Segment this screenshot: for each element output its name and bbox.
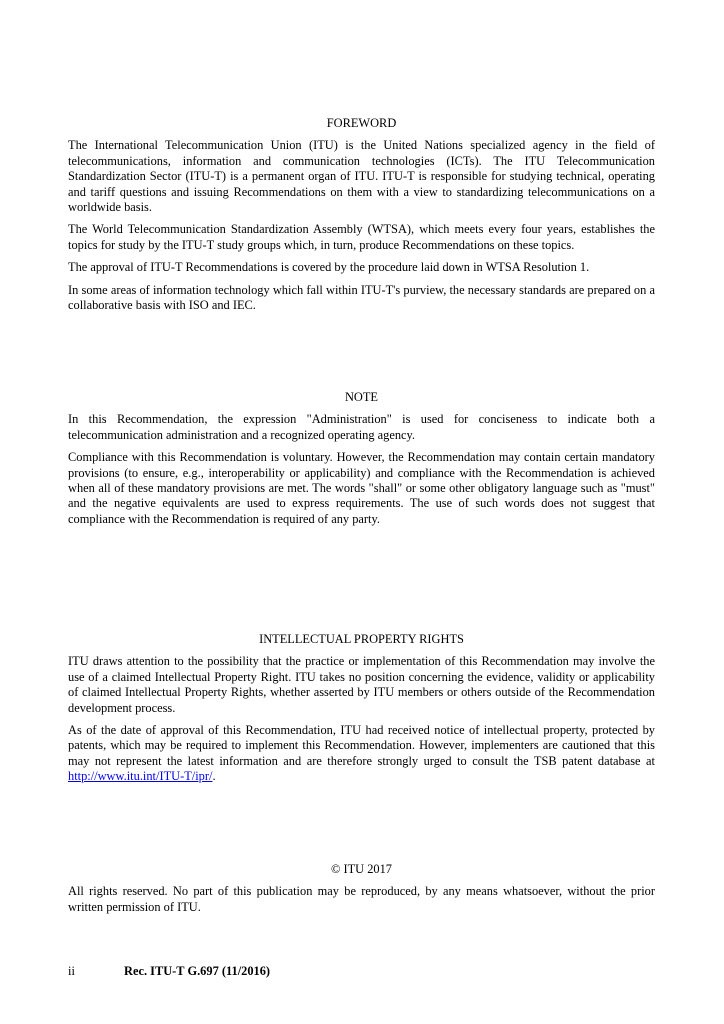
page-footer	[68, 964, 270, 979]
ipr-paragraph-1: ITU draws attention to the possibility that the practice or implementation of this Recommendation may involve the use of a claimed Intellectual Property Right. ITU takes no position concerning the evidence, validity or applicability of claimed Intellectual Property Rights, whether asserted by ITU members or others outside of the Recommendation development process.	[68, 654, 655, 715]
ipr-paragraph-2-end: .	[212, 769, 216, 784]
copyright-heading: © ITU 2017	[330, 862, 393, 876]
tsb-patent-database-link[interactable]: http://www.itu.int/ITU-T/ipr/	[68, 769, 213, 784]
foreword-paragraph-4: In some areas of information technology which fall within ITU-T's purview, the necessary standards are prepared on a collaborative basis with ISO and IEC.	[68, 282, 655, 313]
copyright-section	[68, 862, 655, 922]
copyright-paragraph: All rights reserved. No part of this publication may be reproduced, by any means whatsoever, without the prior written permission of ITU.	[68, 884, 655, 914]
foreword-paragraph-3: The approval of ITU-T Recommendations is covered by the procedure laid down in WTSA Resolution 1.	[68, 260, 590, 275]
ipr-heading: INTELLECTUAL PROPERTY RIGHTS	[259, 632, 464, 646]
ipr-section	[68, 632, 655, 792]
ipr-paragraph-2-text: As of the date of approval of this Recommendation, ITU had received notice of intellectual property, protected by patents, which may be required to implement this Recommendation. However, implementers are cautioned that this may not represent the latest information and are therefore strongly urged to consult the TSB patent database at	[68, 723, 655, 768]
page-number: ii	[68, 964, 75, 978]
ipr-paragraph-2	[68, 723, 655, 785]
recommendation-reference: Rec. ITU-T G.697 (11/2016)	[124, 964, 271, 978]
foreword-paragraph-1: The International Telecommunication Union (ITU) is the United Nations specialized agency in the field of telecommunications, information and communication technologies (ICTs). The ITU Telecommunication Standardization Sector (ITU-T) is a permanent organ of ITU. ITU-T is responsible for studying technical, operating and tariff questions and issuing Recommendations on them with a view to standardizing telecommunications on a worldwide basis.	[68, 138, 655, 215]
foreword-section	[68, 116, 655, 320]
foreword-heading: FOREWORD	[326, 116, 397, 130]
note-section	[68, 390, 655, 534]
foreword-paragraph-2: The World Telecommunication Standardization Assembly (WTSA), which meets every four years, establishes the topics for study by the ITU-T study groups which, in turn, produce Recommendations on these topics.	[68, 222, 655, 252]
note-heading: NOTE	[344, 390, 379, 404]
note-paragraph-2: Compliance with this Recommendation is voluntary. However, the Recommendation may contain certain mandatory provisions (to ensure, e.g., interoperability or applicability) and compliance with the Recommendation is achieved when all of these mandatory provisions are met. The words "shall" or some other obligatory language such as "must" and the negative equivalents are used to express requirements. The use of such words does not suggest that compliance with the Recommendation is required of any party.	[68, 450, 655, 526]
note-paragraph-1: In this Recommendation, the expression "Administration" is used for conciseness to indicate both a telecommunication administration and a recognized operating agency.	[68, 412, 655, 442]
